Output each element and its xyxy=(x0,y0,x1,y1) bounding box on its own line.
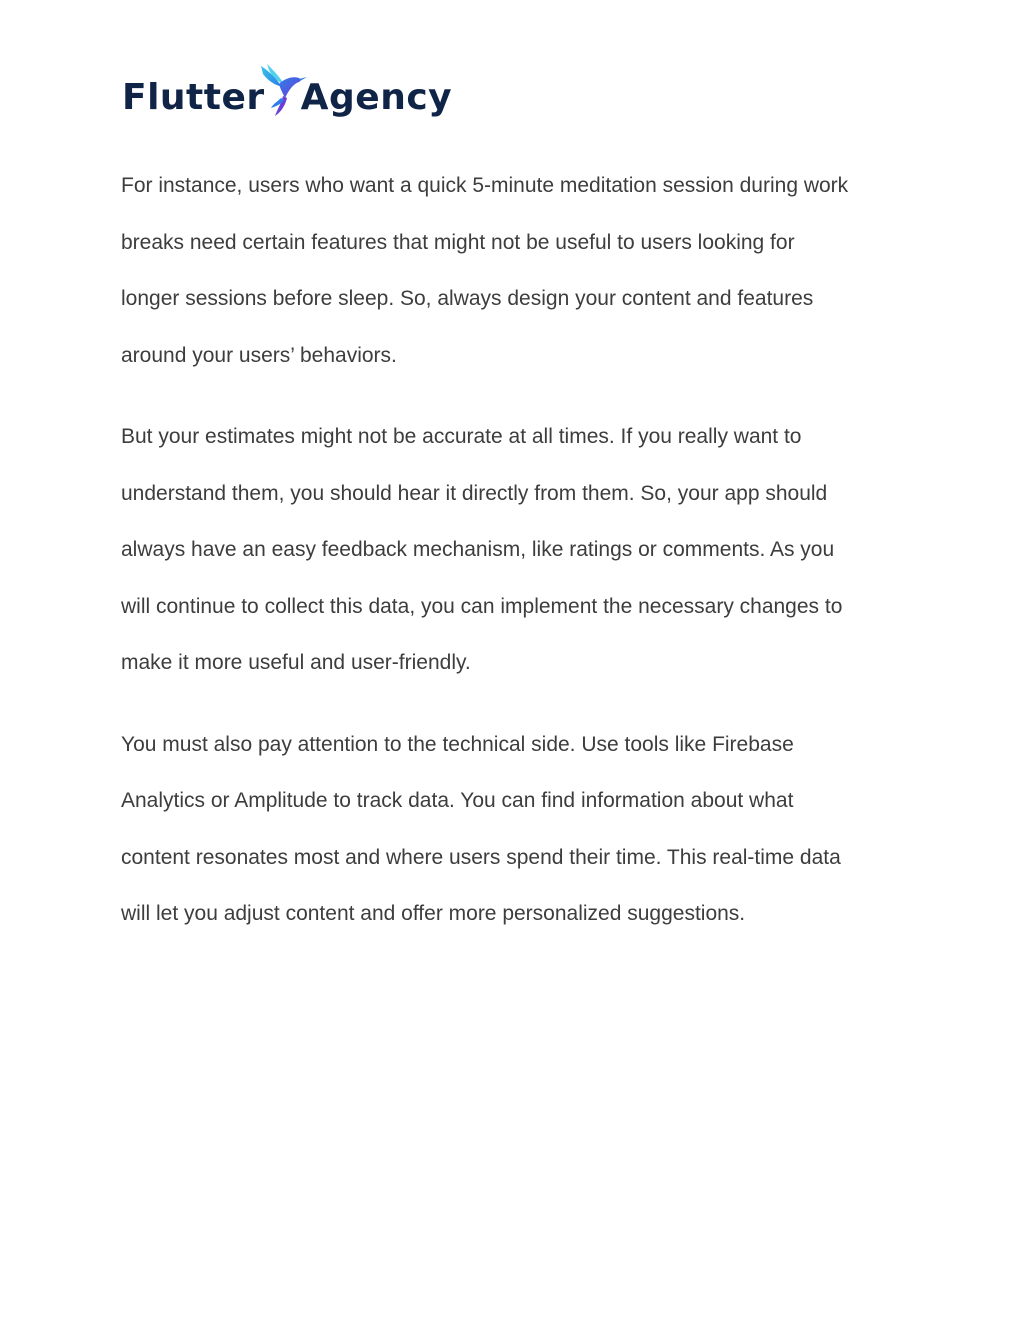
text-line: will continue to collect this data, you can implement the necessary changes to xyxy=(121,594,843,618)
paragraph xyxy=(121,409,921,692)
text-line: breaks need certain features that might not be useful to users looking for xyxy=(121,230,795,254)
logo-word-flutter: Flutter xyxy=(122,77,265,118)
article-body xyxy=(121,158,921,968)
text-line: make it more useful and user-friendly. xyxy=(121,651,471,674)
paragraph xyxy=(121,158,921,384)
text-line: You must also pay attention to the technical side. Use tools like Firebase xyxy=(121,732,794,756)
paragraph xyxy=(121,717,921,943)
text-line: For instance, users who want a quick 5-minute meditation session during work xyxy=(121,174,849,197)
text-line: Analytics or Amplitude to track data. You can find information about what xyxy=(121,789,794,812)
text-line: content resonates most and where users spend their time. This real-time data xyxy=(121,845,841,869)
logo-word-agency: Agency xyxy=(300,77,453,118)
text-line: understand them, you should hear it directly from them. So, your app should xyxy=(121,481,828,505)
text-line: around your users’ behaviors. xyxy=(121,343,397,367)
text-line: longer sessions before sleep. So, always design your content and features xyxy=(121,287,814,310)
hummingbird-icon xyxy=(257,62,307,120)
text-line: always have an easy feedback mechanism, like ratings or comments. As you xyxy=(121,538,835,561)
text-line: will let you adjust content and offer more personalized suggestions. xyxy=(121,902,746,925)
brand-logo xyxy=(122,56,452,120)
text-line: But your estimates might not be accurate at all times. If you really want to xyxy=(121,425,802,448)
